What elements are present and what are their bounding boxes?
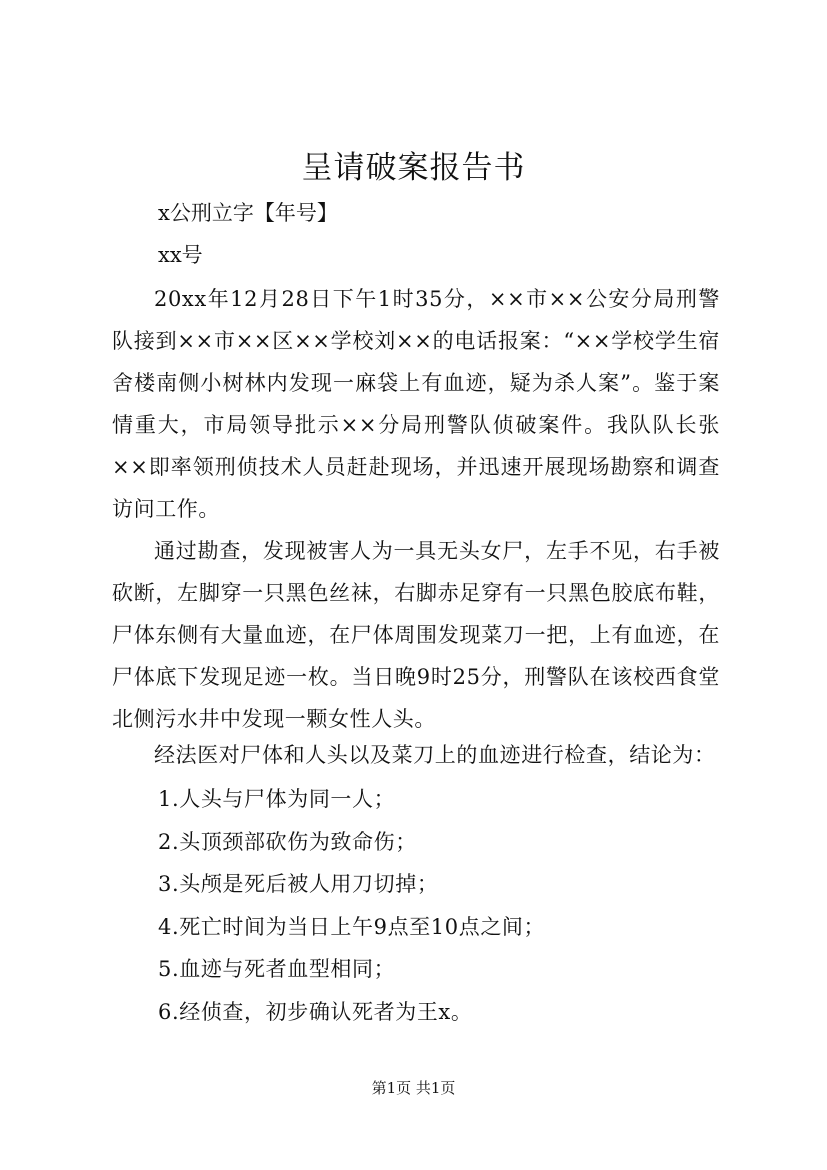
page-footer: 第1页 共1页 [371,1079,456,1097]
file-number-line: x公刑立字【年号】 [158,201,338,225]
finding-item: 1.人头与尸体为同一人； [158,787,396,811]
paragraph-forensic-intro: 经法医对尸体和人头以及菜刀上的血迹进行检查，结论为： [154,743,716,767]
document-title: 呈请破案报告书 [301,150,526,186]
finding-item: 4.死亡时间为当日上午9点至10点之间； [158,914,546,939]
findings-list [158,782,545,1037]
finding-item: 3.头颅是死后被人用刀切掉； [158,872,439,896]
finding-item: 2.头顶颈部砍伤为致命伤； [158,829,417,854]
paragraph-report: 20xx年12月28日下午1时35分，××市××公安分局刑警队接到××市××区××学校刘××的电话报案：“××学校学生宿舍楼南侧小树林内发现一麻袋上有血迹，疑为杀人案”。鉴于案情重大，市局领导批示××分局刑警队侦破案件。我队队长张××即率领刑侦技术人员赶赴现场，并迅速开展现场勘察和调查访问工作。 [112,287,720,521]
finding-item: 6.经侦查，初步确认死者为王x。 [158,999,473,1024]
paragraph-investigation: 通过勘查，发现被害人为一具无头女尸，左手不见，右手被砍断，左脚穿一只黑色丝袜，右脚赤足穿有一只黑色胶底布鞋，尸体东侧有大量血迹，在尸体周围发现菜刀一把，上有血迹，在尸体底下发现足迹一枚。当日晚9时25分，刑警队在该校西食堂北侧污水井中发现一颗女性人头。 [112,539,720,731]
case-number-line: xx号 [158,243,203,267]
finding-item: 5.血迹与死者血型相同； [158,957,396,981]
